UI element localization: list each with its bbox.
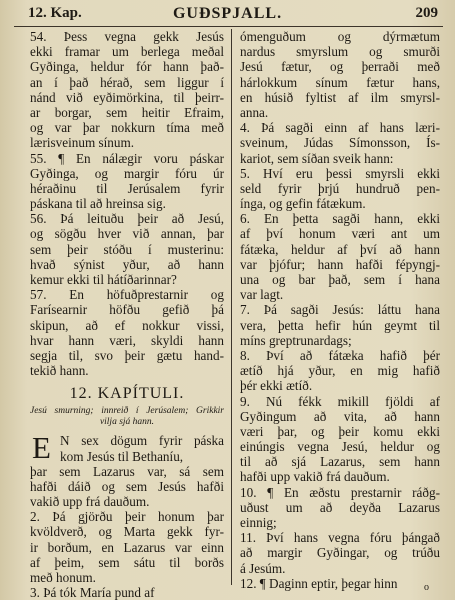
text-line: ínga, og gefin fátækum. bbox=[240, 196, 366, 212]
chapter-label: 12. Kap. bbox=[28, 5, 82, 21]
text-line: þar sem Lazarus var, sá sem bbox=[30, 463, 224, 479]
text-line: sem þeir stóðu í musterinu: bbox=[30, 241, 224, 257]
chapter-heading: 12. KAPÍTULI. bbox=[69, 385, 185, 403]
text-line: nardus smyrslum og smurði bbox=[240, 44, 440, 60]
text-line: 8. Því að fátæka hafið þér bbox=[240, 347, 440, 363]
text-line: kemur ekki til hátíðarinnar? bbox=[30, 272, 177, 287]
text-line: 3. Þá tók María pund af bbox=[30, 585, 155, 600]
text-line: ómenguðum og dýrmætum bbox=[240, 29, 440, 44]
text-line: þér ekki ætíð. bbox=[240, 378, 313, 394]
text-line: hafði dáið og sem Jesús hafði bbox=[30, 478, 224, 494]
text-line: ar borgar, sem heitir Efraim, bbox=[30, 104, 224, 120]
text-line: héraðinu til Jerúsalem fyrir bbox=[30, 180, 224, 196]
text-line: segja til, svo þeir gætu hand- bbox=[30, 347, 224, 363]
left-top-text bbox=[30, 29, 224, 378]
text-line: Farísearnir höfðu gefið þá bbox=[30, 302, 224, 318]
text-line: tekið hann. bbox=[30, 363, 89, 379]
text-line: 5. Hví eru þessi smyrsli ekki bbox=[240, 165, 440, 181]
running-header bbox=[14, 3, 441, 23]
text-line: fátæka, heldur af því að hann bbox=[240, 241, 440, 257]
column-divider bbox=[231, 29, 232, 585]
left-column bbox=[30, 29, 224, 600]
text-line: með honum. bbox=[30, 570, 96, 585]
text-line: ætíð hjá yður, en mig hafið bbox=[240, 363, 440, 379]
text-line: á Jesúm. bbox=[240, 560, 286, 576]
text-line: una og bar það, sem í hana bbox=[240, 272, 440, 287]
text-line: ekki framar um berlega meðal bbox=[30, 44, 224, 60]
text-line: hafði upp vakið frá dauðum. bbox=[240, 469, 390, 485]
page-title: GUÐSPJALL. bbox=[172, 5, 283, 22]
text-line: hvað sýnist yður, að hann bbox=[30, 256, 224, 272]
text-line: 4. Þá sagði einn af hans læri- bbox=[240, 120, 440, 136]
text-line: 6. En þetta sagði hann, ekki bbox=[240, 211, 440, 227]
text-line: 57. En höfuðprestarnir og bbox=[30, 287, 224, 303]
text-line: Gyðingum að vita, að hann bbox=[240, 408, 440, 424]
text-line: sveinum, Júdas Símonsson, Ís- bbox=[240, 135, 440, 151]
text-line: kariot, sem síðan sveik hann: bbox=[240, 150, 394, 166]
text-line: að margir Gyðingar, og trúðu bbox=[240, 545, 440, 561]
text-line: var þjófur; hann hafði fépyngj- bbox=[240, 256, 440, 272]
text-line: nánd við eyðimörkina, til þeirr- bbox=[30, 89, 224, 105]
text-line: 12. ¶ Daginn eptir, þegar hinn bbox=[240, 575, 398, 591]
text-line: páskana til að hreinsa sig. bbox=[30, 196, 166, 212]
chapter-summary-line-2: vilja sjá hann. bbox=[99, 417, 155, 428]
drop-cap-paragraph bbox=[30, 430, 224, 466]
text-line: 56. Þá leituðu þeir að Jesú, bbox=[30, 211, 224, 227]
text-line: Gyðinga, heldur fór hann það- bbox=[30, 59, 224, 75]
text-line: seld fyrir þrjú hundruð pen- bbox=[240, 180, 440, 196]
text-line: hárlokkum sínum fætur hans, bbox=[240, 74, 440, 90]
text-line: vakið upp frá dauðum. bbox=[30, 494, 150, 510]
text-line: uðust um að deyða Lazarus bbox=[240, 499, 440, 515]
text-line: 55. ¶ En nálægir voru páskar bbox=[30, 150, 224, 166]
text-line: af þeim, sem sátu til borðs bbox=[30, 554, 224, 570]
text-line: kvöldverð, og Marta gekk fyr- bbox=[30, 524, 224, 540]
text-line: Jesú fætur, og þerraði með bbox=[240, 59, 440, 75]
text-line: 11. Því hans vegna fóru þángað bbox=[240, 530, 440, 546]
text-line: og var þar nokkurn tíma með bbox=[30, 120, 224, 136]
text-line: míns greptrunardags; bbox=[240, 332, 352, 348]
text-line: en húsið fyltist af ilm smyrsl- bbox=[240, 89, 440, 105]
text-line: 2. Þá gjörðu þeir honum þar bbox=[30, 509, 224, 525]
text-line: var lagt. bbox=[240, 287, 284, 303]
text-line: lærisveinum sínum. bbox=[30, 135, 135, 151]
text-line: N sex dögum fyrir páska bbox=[60, 433, 224, 449]
text-line: kom Jesús til Bethaníu, bbox=[60, 448, 184, 464]
drop-cap-lines bbox=[30, 430, 224, 466]
text-line: 54. Þess vegna gekk Jesús bbox=[30, 29, 224, 44]
header-rule bbox=[14, 26, 443, 27]
text-line: til að sjá Lazarus, sem hann bbox=[240, 454, 440, 470]
text-line: væri þar, og þeir komu ekki bbox=[240, 423, 440, 439]
text-line: hvar hann væri, skyldi hann bbox=[30, 332, 224, 348]
text-line: vera, þetta hefir hún geymt til bbox=[240, 317, 440, 333]
text-line: 7. Þá sagði Jesús: láttu hana bbox=[240, 302, 440, 318]
text-line: an í það hérað, sem liggur í bbox=[30, 74, 224, 90]
right-column-text bbox=[240, 29, 440, 591]
text-line: ir borðum, en Lazarus var einn bbox=[30, 539, 224, 555]
drop-cap-letter: E bbox=[32, 430, 51, 466]
text-line: og sögðu hver við annan, þar bbox=[30, 226, 224, 242]
page-number: 209 bbox=[415, 5, 438, 21]
text-line: af því honum væri ant um bbox=[240, 226, 440, 242]
text-line: einúngis vegna Jesú, heldur og bbox=[240, 439, 440, 455]
text-line: anna. bbox=[240, 104, 269, 120]
text-line: Gyðinga, og margir fóru úr bbox=[30, 165, 224, 181]
text-line: 9. Nú fékk mikill fjöldi af bbox=[240, 393, 440, 409]
right-column bbox=[240, 29, 440, 591]
text-line: 10. ¶ En æðstu prestarnir ráðg- bbox=[240, 484, 440, 500]
signature-mark: o bbox=[424, 582, 429, 593]
chapter-summary-line-1: Jesú smurning; innreið í Jerúsalem; Grikkir bbox=[30, 406, 224, 417]
left-bottom-text bbox=[30, 464, 224, 600]
text-line: einnig; bbox=[240, 515, 277, 530]
text-line: skipun, að ef nokkur vissi, bbox=[30, 317, 224, 333]
